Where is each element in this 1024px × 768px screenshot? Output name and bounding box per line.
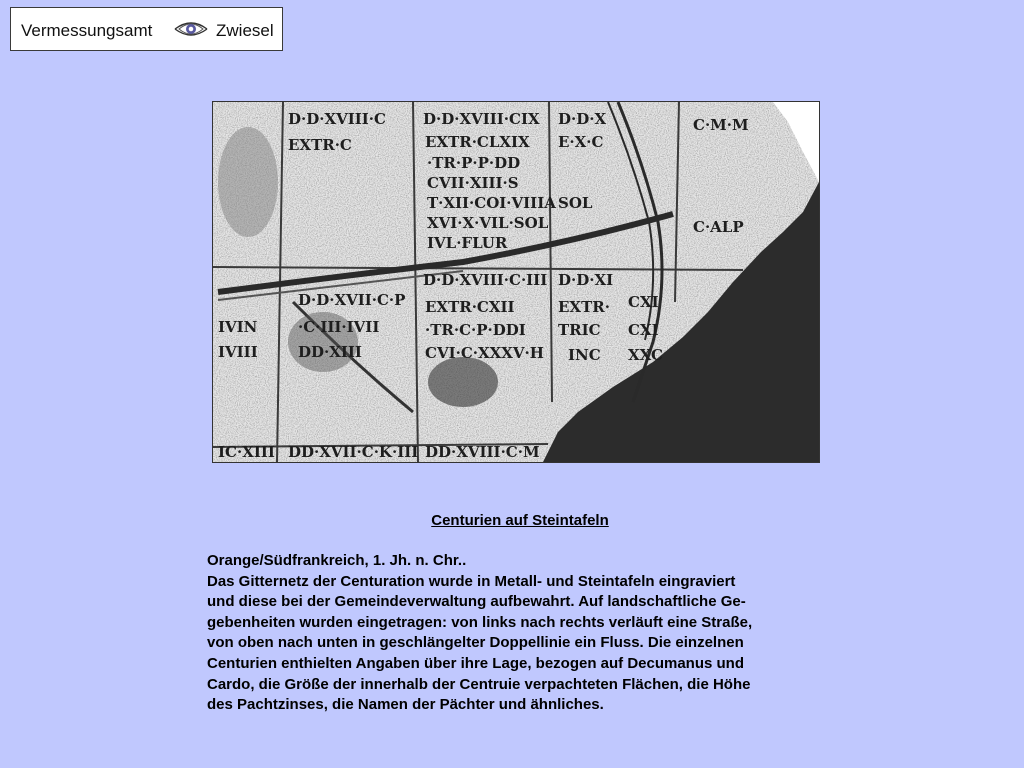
- svg-text:E·X·C: E·X·C: [558, 133, 604, 151]
- stone-tablet-photo: [212, 101, 820, 463]
- caption-body: [207, 551, 847, 716]
- svg-text:C·M·M: C·M·M: [693, 116, 749, 134]
- svg-text:EXTR·C: EXTR·C: [288, 136, 352, 154]
- caption-line: Das Gitternetz der Centuration wurde in Metall- und Steintafeln eingraviert: [207, 572, 736, 590]
- logo-box: [10, 7, 283, 51]
- svg-text:T·XII·COI·VIIIA: T·XII·COI·VIIIA: [427, 194, 556, 212]
- svg-text:EXTR·CLXIX: EXTR·CLXIX: [425, 133, 530, 151]
- caption-line: Cardo, die Größe der innerhalb der Centruie verpachteten Flächen, die Höhe: [207, 675, 751, 693]
- svg-text:EXTR·: EXTR·: [558, 298, 610, 316]
- svg-text:TRIC: TRIC: [558, 321, 601, 339]
- svg-text:IC·XIII: IC·XIII: [218, 443, 275, 461]
- svg-text:·TR·C·P·DDI: ·TR·C·P·DDI: [425, 321, 526, 339]
- caption-line: und diese bei der Gemeindeverwaltung aufbewahrt. Auf landschaftliche Ge-: [207, 593, 746, 611]
- svg-text:IVL·FLUR: IVL·FLUR: [427, 234, 508, 252]
- logo-text-right: Zwiesel: [216, 21, 274, 40]
- caption-title: Centurien auf Steintafeln: [431, 512, 609, 529]
- svg-text:D·D·XI: D·D·XI: [558, 271, 614, 289]
- svg-text:D·D·X: D·D·X: [558, 110, 607, 128]
- svg-text:XVI·X·VIL·SOL: XVI·X·VIL·SOL: [427, 214, 549, 232]
- logo-text-left: Vermessungsamt: [21, 21, 153, 40]
- svg-text:INC: INC: [568, 346, 601, 364]
- svg-text:CXI: CXI: [628, 321, 659, 339]
- svg-text:CVII·XIII·S: CVII·XIII·S: [427, 174, 519, 192]
- svg-text:IVIII: IVIII: [218, 343, 258, 361]
- svg-text:DD·XVIII·C·M: DD·XVIII·C·M: [425, 443, 540, 461]
- svg-text:DD·XVII·C·K·III: DD·XVII·C·K·III: [288, 443, 419, 461]
- svg-text:C·ALP: C·ALP: [693, 218, 744, 236]
- eye-icon: [171, 14, 211, 44]
- svg-text:D·D·XVIII·CIX: D·D·XVIII·CIX: [423, 110, 540, 128]
- svg-text:D·D·XVIII·C: D·D·XVIII·C: [288, 110, 386, 128]
- svg-text:D·D·XVIII·C·III: D·D·XVIII·C·III: [423, 271, 548, 289]
- caption-line: von oben nach unten in geschlängelter Doppellinie ein Fluss. Die einzelnen: [207, 634, 744, 652]
- svg-text:EXTR·CXII: EXTR·CXII: [425, 298, 515, 316]
- svg-text:D·D·XVII·C·P: D·D·XVII·C·P: [298, 291, 406, 309]
- svg-text:CVI·C·XXXV·H: CVI·C·XXXV·H: [425, 344, 544, 362]
- caption-line: Orange/Südfrankreich, 1. Jh. n. Chr..: [207, 552, 467, 569]
- svg-text:DD·XIII: DD·XIII: [298, 343, 362, 361]
- svg-text:SOL: SOL: [558, 194, 593, 212]
- svg-text:XXC: XXC: [628, 346, 663, 364]
- svg-text:IVIN: IVIN: [218, 318, 258, 336]
- svg-text:CXI: CXI: [628, 293, 659, 311]
- caption-line: des Pachtzinses, die Namen der Pächter und ähnliches.: [207, 696, 604, 714]
- caption-line: Centurien enthielten Angaben über ihre Lage, bezogen auf Decumanus und: [207, 654, 745, 672]
- caption-line: gebenheiten wurden eingetragen: von links nach rechts verläuft eine Straße,: [207, 613, 753, 631]
- svg-text:·TR·P·P·DD: ·TR·P·P·DD: [427, 154, 521, 172]
- svg-text:·C·III·IVII: ·C·III·IVII: [298, 318, 380, 336]
